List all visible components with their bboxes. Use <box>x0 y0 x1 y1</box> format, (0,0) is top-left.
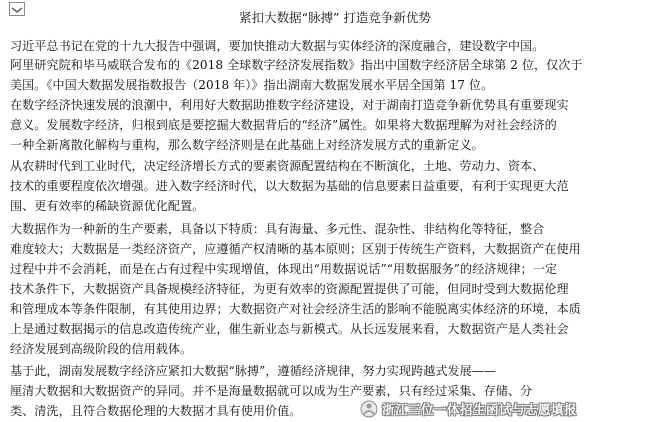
body-line: 和管理成本等条件限制，有其使用边界；大数据资产对社会经济生活的影响不能脱离实体经济的环境，本质 <box>10 302 581 316</box>
body-line: 大数据作为一种新的生产要素，具备以下特质：具有海量、多元性、混杂性、非结构化等特征，整合 <box>10 222 545 236</box>
document-title: 紧扣大数据“脉搏” 打造竞争新优势 <box>239 10 431 25</box>
body-line: 类、清洗，且符合数据伦理的大数据才具有使用价值。 <box>10 404 302 418</box>
body-line: 经济发展到高级阶段的信用载体。 <box>10 342 193 356</box>
body-line: 从农耕时代到工业时代，决定经济增长方式的要素资源配置结构在不断演化，土地、劳动力、资本、 <box>10 159 545 173</box>
body-line: 围、更有效率的稀缺资源优化配置。 <box>10 199 205 213</box>
watermark-text: 浙江三位一体招生函试与志愿填报 <box>382 402 578 417</box>
body-line: 意义。发展数字经济，归根到底是要挖掘大数据背后的“经济”属性。如果将大数据理解为对社会经济的 <box>10 118 557 132</box>
body-line: 阿里研究院和毕马威联合发布的《2018 全球数字经济发展指数》指出中国数字经济居全球第 2 位，仅次于 <box>10 58 583 72</box>
body-line: 习近平总书记在党的十九大报告中强调，要加快推动大数据与实体经济的深度融合，建设数字中国。 <box>10 39 545 53</box>
body-line: 厘清大数据和大数据资产的异同。并不是海量数据就可以成为生产要素，只有经过采集、存储、分 <box>10 384 533 398</box>
body-line: 难度较大；大数据是一类经济资产，应遵循产权清晰的基本原则；区别于传统生产资料，大数据资产在使用 <box>10 242 581 256</box>
body-line: 一种全新离散化解构与重构，那么数字经济则是在此基础上对经济发展方式的重新定义。 <box>10 138 484 152</box>
body-line: 过程中并不会消耗，而是在占有过程中实现增值，体现出“用数据说话”“用数据服务”的经济规律；一定 <box>10 262 558 276</box>
body-line: 基于此，湖南发展数字经济应紧扣大数据“脉搏”，遵循经济规律，努力实现跨越式发展—— <box>10 364 497 378</box>
watermark-logo-icon <box>360 400 378 418</box>
body-line: 技术条件下，大数据资产具备规模经济特征，为更有效率的资源配置提供了可能，但同时受到大数据伦理 <box>10 282 569 296</box>
body-line: 在数字经济快速发展的浪潮中，利用好大数据助推数字经济建设，对于湖南打造竞争新优势具有重要现实 <box>10 98 569 112</box>
body-line: 美国。《中国大数据发展指数报告（2018 年）》指出湖南大数据发展水平居全国第 17 位。 <box>10 78 494 92</box>
body-line: 上是通过数据揭示的信息改造传统产业，催生新业态与新模式。从长远发展来看，大数据资产是人类社会 <box>10 322 569 336</box>
watermark <box>360 400 577 418</box>
body-line: 技术的重要程度依次增强。进入数字经济时代，以大数据为基础的信息要素日益重要，有利于实现更大范 <box>10 179 569 193</box>
